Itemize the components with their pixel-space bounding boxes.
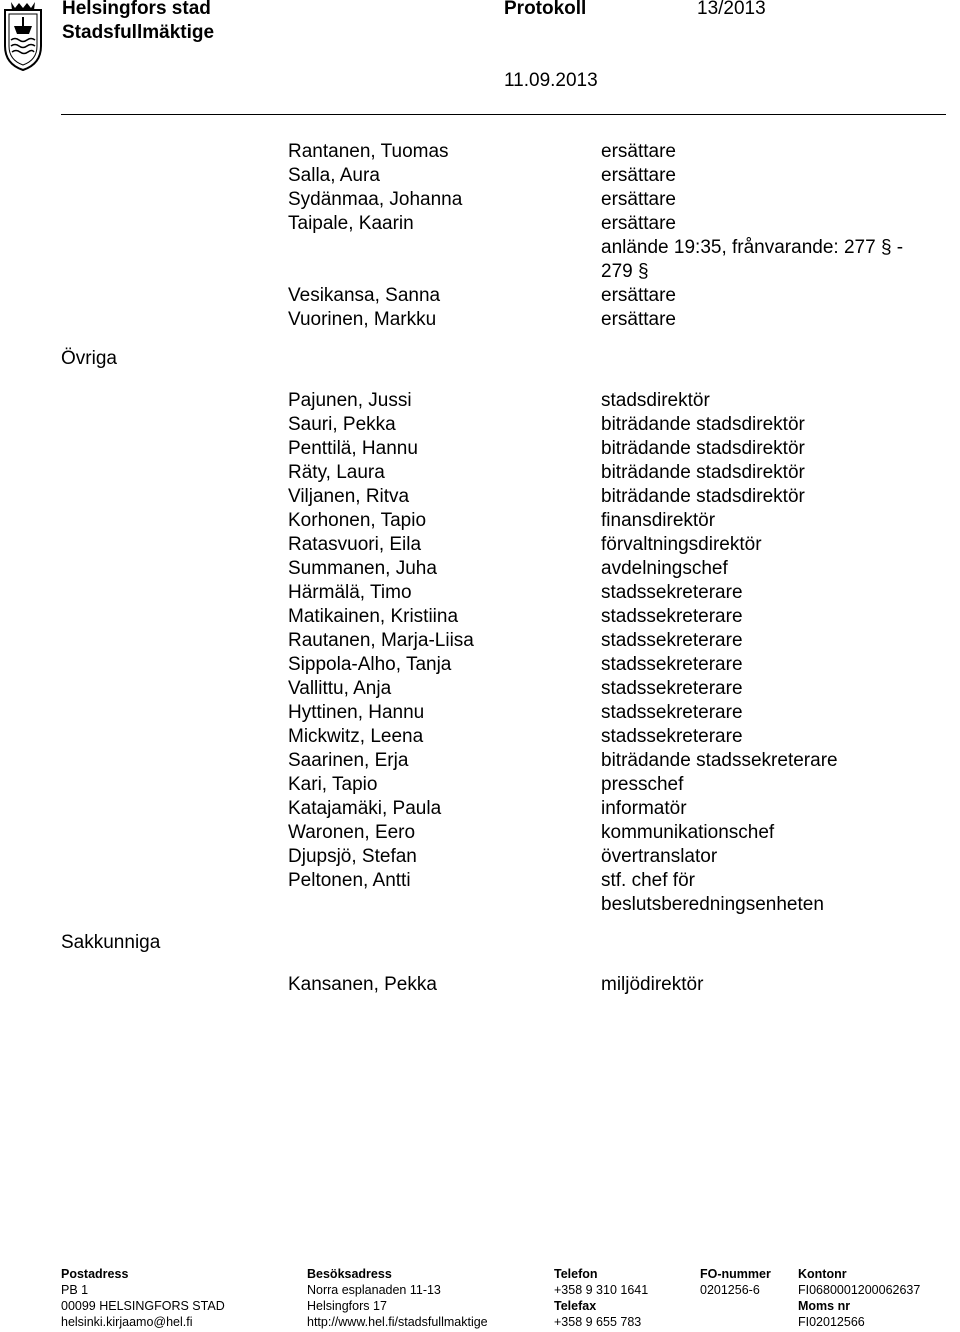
list-item-role: ersättare bbox=[601, 213, 676, 234]
list-item-role: stadssekreterare bbox=[601, 726, 743, 747]
footer-fax: +358 9 655 783 bbox=[554, 1315, 642, 1329]
list-item-role: stadssekreterare bbox=[601, 582, 743, 603]
footer-postal-line: PB 1 bbox=[61, 1283, 89, 1297]
list-item-name: Matikainen, Kristiina bbox=[288, 606, 459, 627]
list-item-role: biträdande stadsdirektör bbox=[601, 486, 805, 507]
list-item-name: Vesikansa, Sanna bbox=[288, 285, 441, 306]
list-item-name: Sippola-Alho, Tanja bbox=[288, 654, 452, 675]
footer-website: http://www.hel.fi/stadsfullmaktige bbox=[307, 1315, 488, 1329]
footer-email: helsinki.kirjaamo@hel.fi bbox=[61, 1315, 193, 1329]
list-item-role: stadssekreterare bbox=[601, 654, 743, 675]
list-item-name: Kari, Tapio bbox=[288, 774, 378, 795]
footer-phone-heading: Telefon bbox=[554, 1267, 598, 1281]
document-type: Protokoll bbox=[504, 0, 587, 19]
list-item-name: Vallittu, Anja bbox=[288, 678, 392, 699]
footer-visit-line: Norra esplanaden 11-13 bbox=[307, 1283, 441, 1297]
list-item-role: biträdande stadsdirektör bbox=[601, 414, 805, 435]
list-item-name: Sauri, Pekka bbox=[288, 414, 396, 435]
list-item-role: anlände 19:35, frånvarande: 277 § - bbox=[601, 237, 904, 258]
footer-vat-heading: Moms nr bbox=[798, 1299, 851, 1313]
section-heading-ovriga: Övriga bbox=[61, 348, 117, 369]
list-item-role: stadssekreterare bbox=[601, 702, 743, 723]
list-item-name: Räty, Laura bbox=[288, 462, 385, 483]
footer-account-heading: Kontonr bbox=[798, 1267, 847, 1281]
list-item-role: presschef bbox=[601, 774, 684, 795]
list-item-role: kommunikationschef bbox=[601, 822, 775, 843]
list-item-role: avdelningschef bbox=[601, 558, 728, 579]
footer-postal-heading: Postadress bbox=[61, 1267, 129, 1281]
list-item-name: Mickwitz, Leena bbox=[288, 726, 424, 747]
list-item-name: Pajunen, Jussi bbox=[288, 390, 412, 411]
header-divider bbox=[61, 114, 946, 115]
list-item-name: Kansanen, Pekka bbox=[288, 974, 437, 995]
list-item-name: Sydänmaa, Johanna bbox=[288, 189, 463, 210]
list-item-role: biträdande stadsdirektör bbox=[601, 438, 805, 459]
list-item-role: stadsdirektör bbox=[601, 390, 710, 411]
list-item-name: Vuorinen, Markku bbox=[288, 309, 437, 330]
list-item-role: ersättare bbox=[601, 141, 676, 162]
coat-of-arms-icon bbox=[1, 0, 45, 72]
list-item-role: biträdande stadsdirektör bbox=[601, 462, 805, 483]
footer-phone: +358 9 310 1641 bbox=[554, 1283, 649, 1297]
footer-account-number: FI0680001200062637 bbox=[798, 1283, 921, 1297]
footer-postal-line: 00099 HELSINGFORS STAD bbox=[61, 1299, 225, 1313]
list-item-role: biträdande stadssekreterare bbox=[601, 750, 838, 771]
list-item-role: beslutsberedningsenheten bbox=[601, 894, 824, 915]
list-item-role: ersättare bbox=[601, 285, 676, 306]
footer-vat-number: FI02012566 bbox=[798, 1315, 865, 1329]
body-name: Stadsfullmäktige bbox=[62, 22, 215, 43]
list-item-role: ersättare bbox=[601, 189, 676, 210]
list-item-name: Rantanen, Tuomas bbox=[288, 141, 449, 162]
list-item-name: Salla, Aura bbox=[288, 165, 380, 186]
list-item-role: ersättare bbox=[601, 309, 676, 330]
list-item-role: 279 § bbox=[601, 261, 649, 282]
list-item-name: Korhonen, Tapio bbox=[288, 510, 427, 531]
section-heading-sakkunniga: Sakkunniga bbox=[61, 932, 161, 953]
list-item-name: Katajamäki, Paula bbox=[288, 798, 442, 819]
document-number: 13/2013 bbox=[697, 0, 766, 19]
list-item-role: miljödirektör bbox=[601, 974, 704, 995]
list-item-role: förvaltningsdirektör bbox=[601, 534, 762, 555]
list-item-name: Peltonen, Antti bbox=[288, 870, 411, 891]
list-item-name: Penttilä, Hannu bbox=[288, 438, 418, 459]
org-name: Helsingfors stad bbox=[62, 0, 211, 19]
list-item-role: stadssekreterare bbox=[601, 606, 743, 627]
footer-fo-number: 0201256-6 bbox=[700, 1283, 760, 1297]
list-item-role: övertranslator bbox=[601, 846, 718, 867]
list-item-name: Härmälä, Timo bbox=[288, 582, 412, 603]
list-item-role: stadssekreterare bbox=[601, 630, 743, 651]
list-item-role: stadssekreterare bbox=[601, 678, 743, 699]
footer-visit-line: Helsingfors 17 bbox=[307, 1299, 387, 1313]
list-item-name: Ratasvuori, Eila bbox=[288, 534, 422, 555]
list-item-name: Summanen, Juha bbox=[288, 558, 437, 579]
footer-visit-heading: Besöksadress bbox=[307, 1267, 392, 1281]
list-item-role: finansdirektör bbox=[601, 510, 716, 531]
list-item-name: Waronen, Eero bbox=[288, 822, 416, 843]
list-item-name: Djupsjö, Stefan bbox=[288, 846, 417, 867]
document-date: 11.09.2013 bbox=[504, 70, 598, 91]
list-item-name: Taipale, Kaarin bbox=[288, 213, 414, 234]
list-item-name: Saarinen, Erja bbox=[288, 750, 409, 771]
list-item-name: Rautanen, Marja-Liisa bbox=[288, 630, 474, 651]
list-item-name: Hyttinen, Hannu bbox=[288, 702, 425, 723]
list-item-role: ersättare bbox=[601, 165, 676, 186]
list-item-role: informatör bbox=[601, 798, 687, 819]
list-item-name: Viljanen, Ritva bbox=[288, 486, 410, 507]
footer-fax-heading: Telefax bbox=[554, 1299, 597, 1313]
list-item-role: stf. chef för bbox=[601, 870, 695, 891]
footer-fo-heading: FO-nummer bbox=[700, 1267, 771, 1281]
